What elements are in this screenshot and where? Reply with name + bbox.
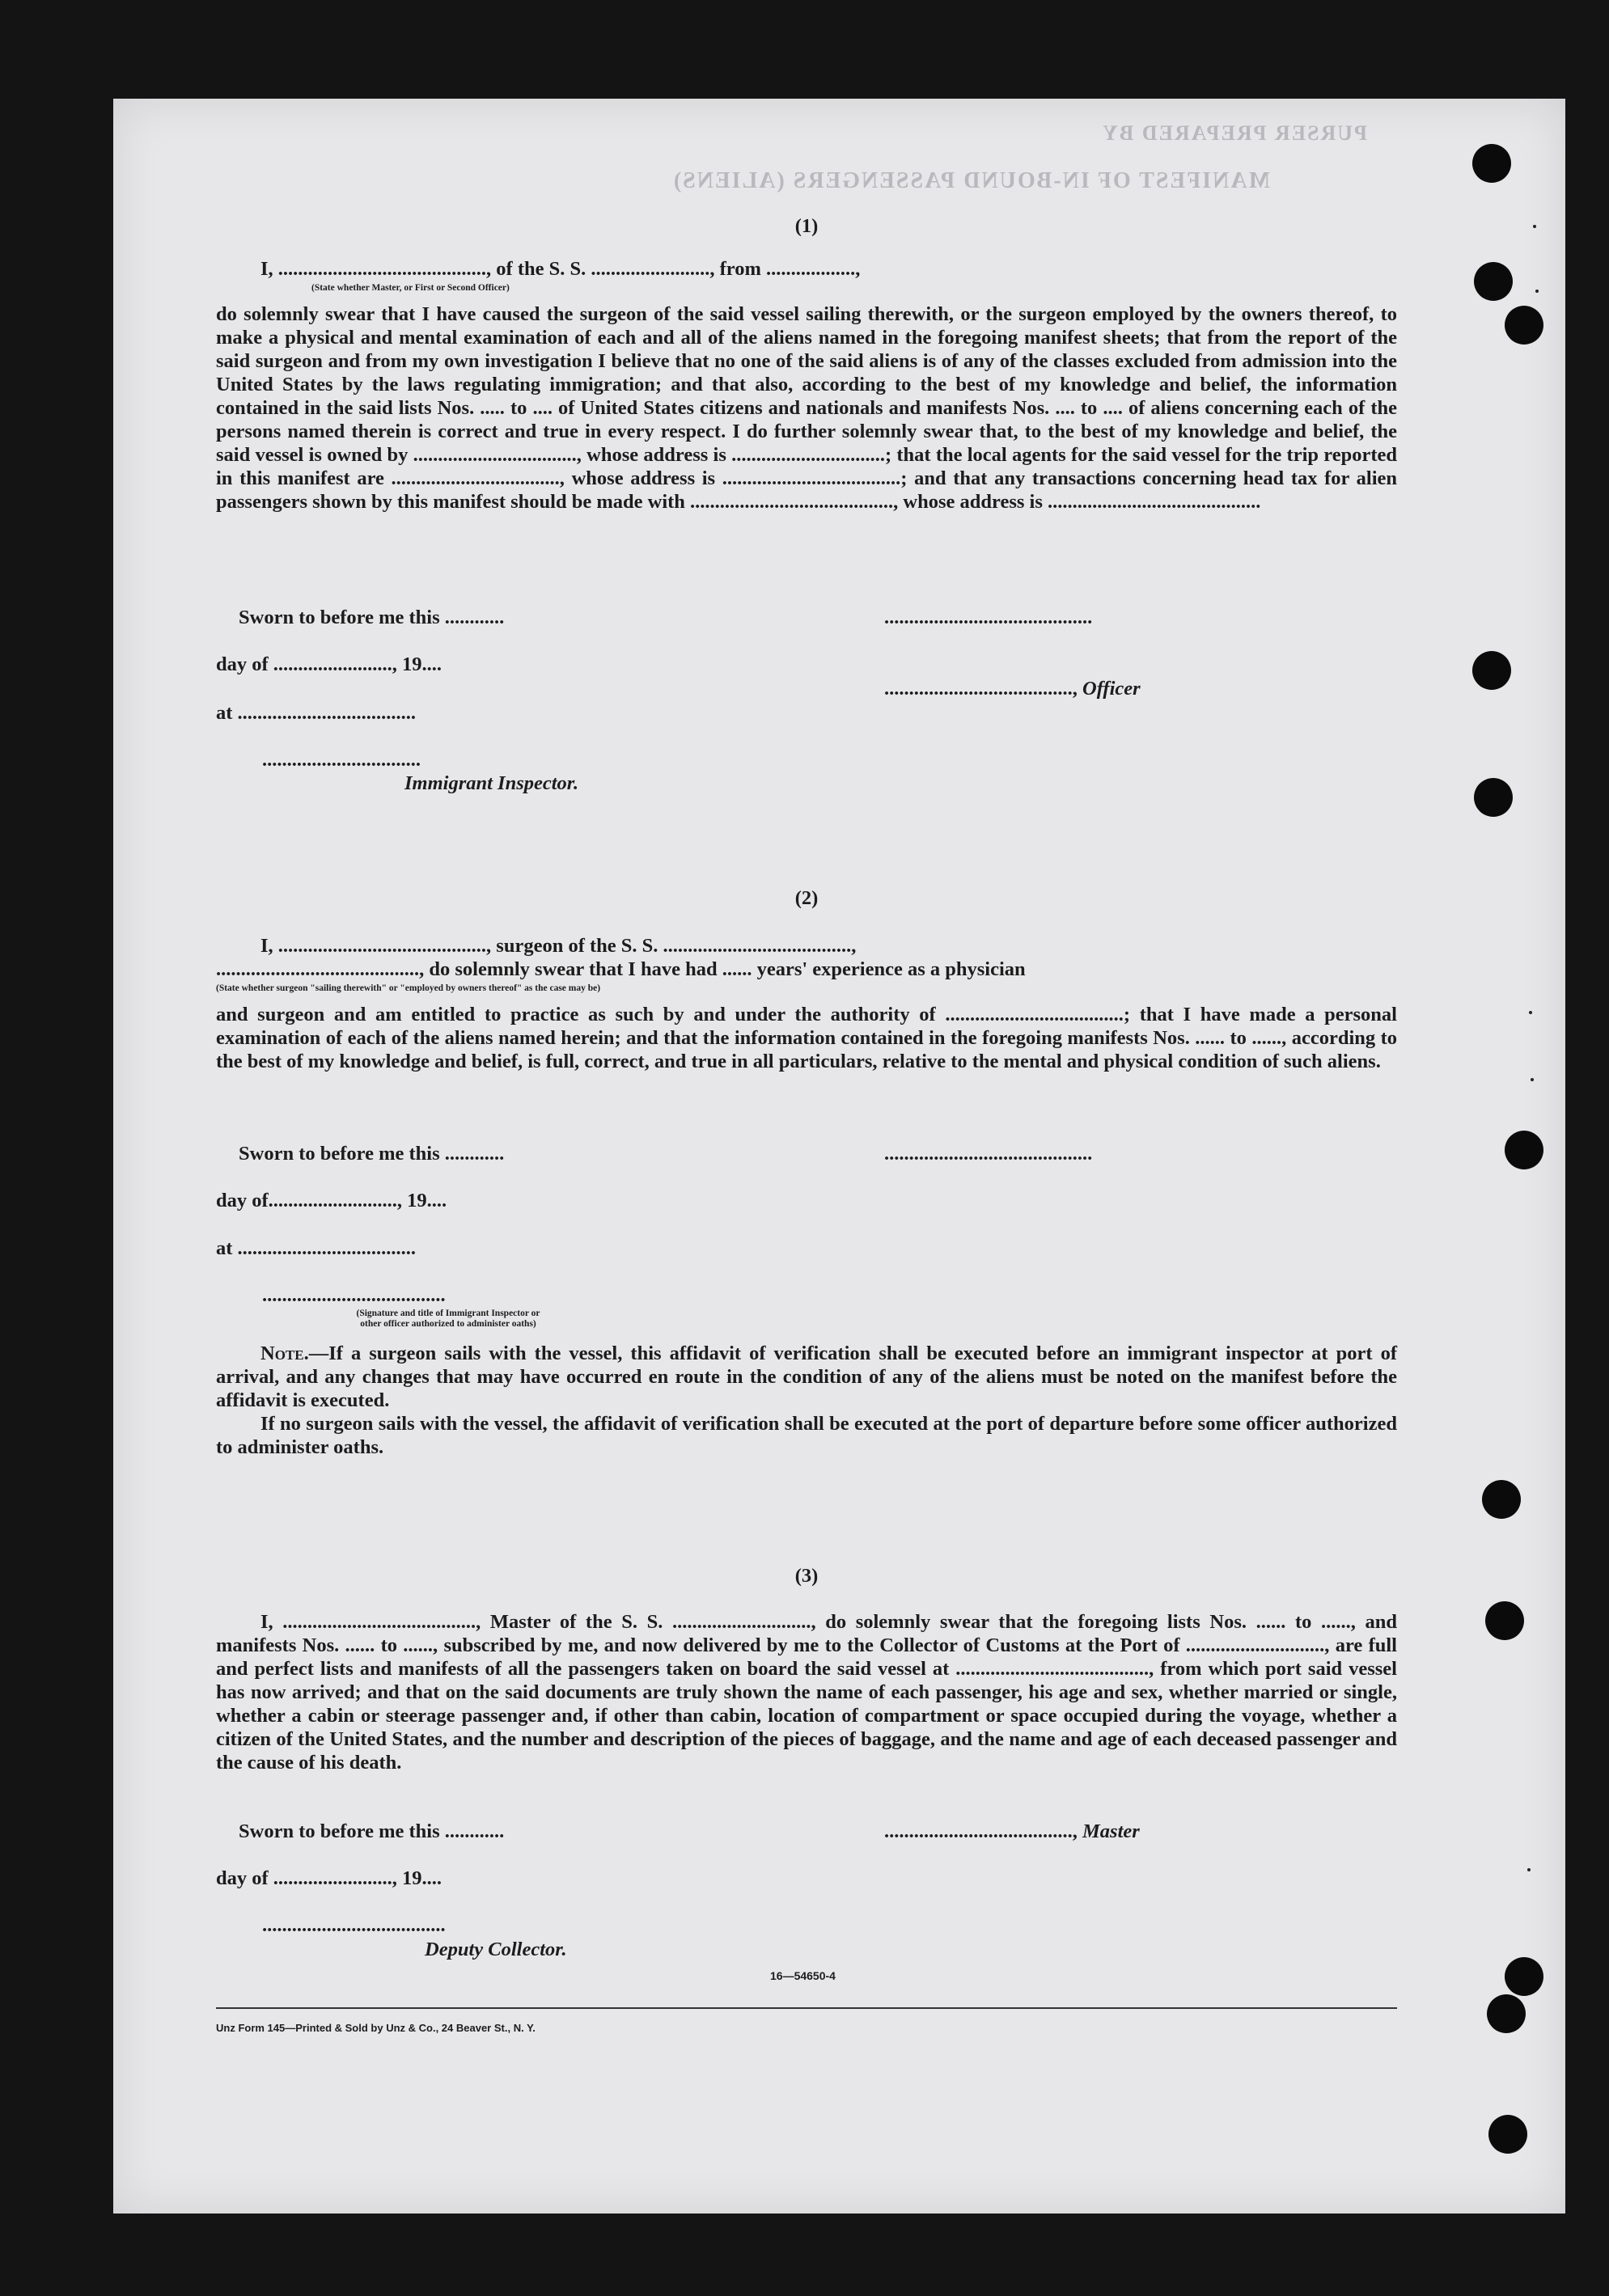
section-1-body: do solemnly swear that I have caused the surgeon of the said vessel sailing therewith, or the surgeon employed by the owners thereof, to make a physical and mental examination of each and all of the aliens named in the foregoing manifest sheets; that from the report of the said surgeon and from my own investigation I believe that no one of the said aliens is of any of the classes excluded from admission into the United States by the laws regulating immigration; and that also, according to the best of my knowledge and belief, the information contained in the said lists Nos. ..... to .... of United States citizens and nationals and manifests Nos. .... to .... of aliens concerning each of the persons named therein is correct and true in every respect. I do further solemnly swear that, to the best of my knowledge and belief, the said vessel is owned by ................................., whose address is ...............................; that the local agents for the said vessel for the trip reported in this manifest are .................................., whose address is ....................................; and that any transactions concerning head tax for alien passengers shown by this manifest should be made with ........................................., whose address is ........................................... — [216, 303, 1397, 513]
section-1-inspector-title: Immigrant Inspector. — [404, 772, 579, 794]
punch-hole — [1485, 1601, 1524, 1640]
section-2-signature-dots: ..................................... — [262, 1284, 446, 1306]
speck — [1527, 1868, 1531, 1871]
section-1-oath-line: I, .........................................., of the S. S. ........................, from .................., — [260, 258, 861, 280]
section-3-number: (3) — [794, 1565, 819, 1587]
section-3-sworn: Sworn to before me this ............ — [239, 1820, 505, 1842]
punch-hole — [1474, 778, 1513, 817]
footer-rule — [216, 2007, 1397, 2009]
section-2-day: day of.........................., 19.... — [216, 1190, 447, 1211]
section-3-master-line: ......................................, — [884, 1820, 1082, 1842]
punch-hole — [1482, 1480, 1521, 1519]
section-1-officer-signature — [884, 678, 1141, 700]
section-2-line-2-subcaption: (State whether surgeon "sailing therewith" or "employed by owners thereof" as the case may be) — [216, 983, 601, 993]
punch-hole — [1472, 651, 1511, 690]
punch-hole — [1505, 1131, 1543, 1169]
section-3-day: day of ........................, 19.... — [216, 1867, 442, 1889]
section-3-collector-dots: ..................................... — [262, 1914, 446, 1936]
bleed-through-text — [315, 121, 1367, 202]
punch-hole — [1474, 262, 1513, 301]
section-2-line-2: ........................................., do solemnly swear that I have had ...... years' experience as a physician — [216, 958, 1026, 980]
punch-hole — [1488, 2115, 1527, 2154]
section-1-inspector-dots: ................................ — [262, 749, 421, 771]
section-2-signature-subcaption-1: (Signature and title of Immigrant Inspector or — [356, 1309, 540, 1318]
section-1-number: (1) — [794, 215, 819, 237]
section-2-note-2: If no surgeon sails with the vessel, the affidavit of verification shall be executed at the port of departure before some officer authorized to administer oaths. — [216, 1413, 1397, 1458]
section-1-sworn: Sworn to before me this ............ — [239, 607, 505, 628]
bleed-through-line-1: PURSER PREPARED BY — [1101, 121, 1367, 145]
section-2-number: (2) — [794, 887, 819, 909]
speck — [1531, 1078, 1534, 1081]
section-1-at: at .................................... — [216, 702, 417, 724]
form-code: 16—54650-4 — [770, 1969, 836, 1982]
section-2-note — [216, 1342, 1397, 1412]
section-2-note-label: Note. — [260, 1343, 309, 1364]
punch-hole — [1487, 1994, 1526, 2033]
section-1-day: day of ........................, 19.... — [216, 653, 442, 675]
section-3-body: I, ......................................., Master of the S. S. ............................, do solemnly swear that the foregoing lists Nos. ...... to ......, and manifests Nos. ...... to ......, subscribed by me, and now delivered by me to the Collector of Customs at the Port of ............................, are full and perfect lists and manifests of all the passengers taken on board the said vessel at ......................................., from which port said vessel has now arrived; and that on the said documents are truly shown the name of each passenger, his age and sex, whether married or single, whether a cabin or steerage passenger and, if other than cabin, location of compartment or space occupied during the voyage, whether a citizen of the United States, and the number and description of the pieces of baggage, and the name and age of each deceased passenger and the cause of his death. — [216, 1611, 1397, 1774]
punch-hole — [1505, 306, 1543, 345]
footer-imprint: Unz Form 145—Printed & Sold by Unz & Co., 24 Beaver St., N. Y. — [216, 2022, 536, 2034]
section-1-officer-title: Officer — [1082, 678, 1141, 700]
section-2-officer-dots: .......................................... — [884, 1143, 1093, 1165]
speck — [1535, 290, 1539, 293]
section-2-sworn: Sworn to before me this ............ — [239, 1143, 505, 1165]
section-1-oath-subcaption: (State whether Master, or First or Second Officer) — [311, 283, 510, 293]
section-2-line-1: I, .........................................., surgeon of the S. S. ......................................, — [260, 935, 857, 957]
speck — [1533, 225, 1536, 228]
section-2-body: and surgeon and am entitled to practice as such by and under the authority of ....................................; that I have made a personal examination of each of the aliens named herein; and that the information contained in the foregoing manifests Nos. ...... to ......, according to the best of my knowledge and belief, is full, correct, and true in all particulars, relative to the mental and physical condition of such aliens. — [216, 1004, 1397, 1072]
punch-hole — [1505, 1957, 1543, 1996]
section-3-master-signature — [884, 1820, 1140, 1843]
section-1-officer-line: ......................................, — [884, 678, 1082, 700]
section-2-at: at .................................... — [216, 1237, 417, 1259]
section-3-collector-title: Deputy Collector. — [425, 1939, 567, 1960]
speck — [1529, 1011, 1532, 1014]
section-2-signature-subcaption-2: other officer authorized to administer oaths) — [360, 1319, 536, 1329]
bleed-through-line-2: MANIFEST OF IN-BOUND PASSENGERS (ALIENS) — [671, 168, 1270, 193]
section-1-officer-dots: .......................................... — [884, 607, 1093, 628]
section-3-master-title: Master — [1082, 1820, 1140, 1842]
punch-hole — [1472, 144, 1511, 183]
section-2-note-text: —If a surgeon sails with the vessel, this affidavit of verification shall be executed before an immigrant inspector at port of arrival, and any changes that may have occurred en route in the condition of any of the aliens must be noted on the manifest before the affidavit is executed. — [216, 1343, 1397, 1411]
